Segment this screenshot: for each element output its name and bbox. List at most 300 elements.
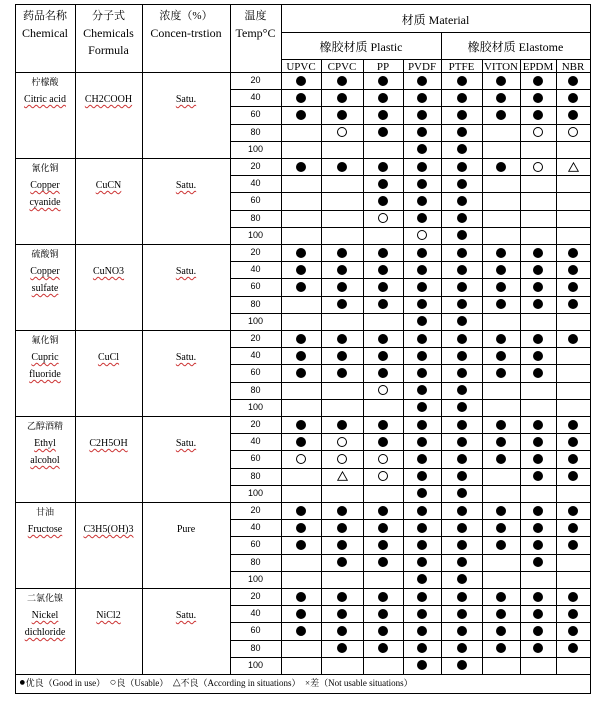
rating-good-icon: [496, 351, 506, 361]
grid-line: [321, 59, 322, 674]
rating-good-icon: [378, 162, 388, 172]
grid-line: [230, 468, 590, 469]
header-cell: [142, 8, 230, 42]
rating-good-icon: [417, 334, 427, 344]
rating-good-icon: [533, 265, 543, 275]
grid-line: [15, 502, 590, 503]
grid-line: [281, 59, 590, 60]
chemical-name-cn: 二氯化镍: [26, 593, 63, 603]
rating-good-icon: [337, 368, 347, 378]
grid-line: [403, 59, 404, 674]
rating-good-icon: [337, 110, 347, 120]
rating-good-icon: [496, 626, 506, 636]
concentration: [142, 263, 230, 280]
rating-good-icon: [496, 76, 506, 86]
chemical-name-en: [15, 91, 75, 108]
temperature-value: 60: [250, 625, 261, 636]
temperature-value: 20: [250, 591, 261, 601]
grid-line: [230, 347, 590, 348]
temperature-value: 40: [250, 92, 261, 103]
formula-text: NiCl2: [96, 610, 121, 621]
rating-good-icon: [533, 248, 543, 258]
rating-good-icon: [496, 454, 506, 464]
header-cell: [15, 8, 75, 42]
formula-header-en: Chemicals: [83, 26, 134, 40]
formula-header-cn: 分子式: [92, 10, 125, 22]
temperature-value: 100: [247, 487, 264, 498]
formula-text: CuNO3: [92, 266, 125, 277]
rating-good-icon: [378, 643, 388, 653]
rating-good-icon: [496, 368, 506, 378]
grid-line: [230, 313, 590, 314]
legend-usable-label: 良（Usable）: [116, 678, 169, 688]
rating-good-icon: [337, 523, 347, 533]
rating-good-icon: [417, 557, 427, 567]
material-col-upvc: UPVC: [286, 61, 316, 73]
rating-good-icon: [296, 523, 306, 533]
temperature-value: 80: [250, 126, 261, 137]
grid-line: [520, 59, 521, 674]
rating-good-icon: [296, 93, 306, 103]
rating-good-icon: [457, 385, 467, 395]
rating-usable-icon: [568, 127, 578, 137]
grid-line: [230, 433, 590, 434]
rating-good-icon: [457, 420, 467, 430]
rating-good-icon: [378, 557, 388, 567]
rating-usable-icon: [533, 127, 543, 137]
chemical-name-en: [15, 194, 75, 211]
rating-good-icon: [568, 643, 578, 653]
rating-good-icon: [417, 179, 427, 189]
chemical-name-en: [15, 521, 75, 538]
chemical-name: [15, 246, 75, 297]
chemical-name: [15, 332, 75, 383]
rating-good-icon: [533, 351, 543, 361]
rating-good-icon: [496, 299, 506, 309]
formula-text: C2H5OH: [89, 438, 128, 449]
rating-good-icon: [296, 540, 306, 550]
formula-text: C3H5(OH)3: [83, 524, 134, 535]
concentration-text: Satu.: [175, 438, 197, 449]
header-cell: [75, 8, 142, 59]
grid-line: [230, 605, 590, 606]
rating-good-icon: [378, 93, 388, 103]
grid-line: [15, 4, 591, 5]
rating-good-icon: [417, 213, 427, 223]
rating-good-icon: [457, 471, 467, 481]
rating-good-icon: [337, 265, 347, 275]
legend-good-icon: ●: [19, 676, 26, 689]
rating-good-icon: [496, 609, 506, 619]
chemical-formula: [75, 91, 142, 108]
temperature-value: 60: [250, 281, 261, 292]
concentration-header-en: Concen-trstion: [150, 26, 222, 40]
chemical-name-en: [15, 280, 75, 297]
rating-good-icon: [417, 609, 427, 619]
temperature-value: 20: [250, 75, 261, 85]
rating-good-icon: [457, 299, 467, 309]
grid-line: [230, 192, 590, 193]
temperature-value: 20: [250, 419, 261, 429]
rating-good-icon: [296, 626, 306, 636]
chemical-name-en-text: Cupric: [31, 352, 59, 363]
rating-good-icon: [533, 93, 543, 103]
rating-good-icon: [337, 557, 347, 567]
concentration: [142, 91, 230, 108]
grid-line: [230, 536, 590, 537]
rating-good-icon: [417, 592, 427, 602]
rating-good-icon: [568, 110, 578, 120]
temperature-value: 20: [250, 333, 261, 343]
formula-text: CH2COOH: [84, 94, 133, 105]
rating-good-icon: [417, 643, 427, 653]
rating-good-icon: [496, 93, 506, 103]
rating-good-icon: [417, 127, 427, 137]
chemical-name-en: [15, 624, 75, 641]
rating-good-icon: [496, 420, 506, 430]
rating-good-icon: [337, 162, 347, 172]
temperature-value: 40: [250, 436, 261, 447]
rating-good-icon: [378, 299, 388, 309]
rating-good-icon: [457, 592, 467, 602]
rating-good-icon: [337, 643, 347, 653]
rating-good-icon: [568, 248, 578, 258]
rating-good-icon: [457, 110, 467, 120]
rating-good-icon: [378, 196, 388, 206]
chemical-name-cn: 硫酸铜: [31, 249, 59, 259]
rating-good-icon: [378, 609, 388, 619]
concentration-text: Satu.: [175, 266, 197, 277]
concentration: [142, 521, 230, 538]
rating-good-icon: [457, 402, 467, 412]
grid-line: [230, 89, 590, 90]
legend-cond-label: 不良（According in situations）: [180, 678, 301, 688]
chemical-name-cn: 氟化铜: [31, 335, 59, 345]
rating-good-icon: [568, 93, 578, 103]
material-col-pvdf: PVDF: [407, 61, 437, 73]
rating-good-icon: [533, 643, 543, 653]
rating-good-icon: [417, 437, 427, 447]
grid-line: [15, 330, 590, 331]
grid-line: [230, 296, 590, 297]
rating-good-icon: [496, 162, 506, 172]
rating-good-icon: [457, 179, 467, 189]
chemical-name-en-text: Copper: [30, 180, 60, 191]
chemical-name-en-text: dichloride: [24, 627, 66, 638]
chemical-name-cn: 甘油: [35, 507, 54, 517]
chemical-formula: [75, 435, 142, 452]
rating-good-icon: [533, 506, 543, 516]
material-col-viton: VITON: [483, 61, 518, 73]
chemical-name-en: [15, 607, 75, 624]
grid-line: [281, 32, 590, 33]
rating-good-icon: [378, 265, 388, 275]
grid-line: [363, 59, 364, 674]
temperature-value: 40: [250, 178, 261, 189]
rating-good-icon: [337, 592, 347, 602]
rating-good-icon: [533, 299, 543, 309]
concentration: [142, 435, 230, 452]
rating-good-icon: [378, 368, 388, 378]
chemical-name: [15, 418, 75, 469]
chemical-name-en-text: cyanide: [29, 197, 61, 208]
rating-good-icon: [417, 385, 427, 395]
chemical-name-en: [15, 366, 75, 383]
legend-bad-label: ×差（Not usable situations）: [305, 678, 413, 688]
rating-good-icon: [296, 110, 306, 120]
chemical-name-cn: 乙醇酒精: [26, 421, 63, 431]
rating-good-icon: [417, 660, 427, 670]
rating-good-icon: [457, 230, 467, 240]
rating-good-icon: [496, 540, 506, 550]
grid-line: [230, 382, 590, 383]
rating-good-icon: [378, 420, 388, 430]
rating-usable-icon: [378, 213, 388, 223]
chemical-name-en: [15, 263, 75, 280]
grid-line: [230, 124, 590, 125]
chemical-name-en-text: Copper: [30, 266, 60, 277]
grid-line: [230, 278, 590, 279]
rating-good-icon: [568, 437, 578, 447]
rating-good-icon: [417, 454, 427, 464]
rating-good-icon: [568, 76, 578, 86]
grid-line: [230, 519, 590, 520]
rating-usable-icon: [296, 454, 306, 464]
rating-good-icon: [533, 523, 543, 533]
rating-good-icon: [378, 248, 388, 258]
rating-good-icon: [378, 282, 388, 292]
rating-good-icon: [296, 506, 306, 516]
rating-good-icon: [457, 248, 467, 258]
rating-good-icon: [496, 523, 506, 533]
rating-good-icon: [457, 574, 467, 584]
grid-line: [230, 261, 590, 262]
rating-good-icon: [457, 609, 467, 619]
material-header: 材质 Material: [401, 13, 470, 27]
rating-good-icon: [296, 76, 306, 86]
temperature-value: 80: [250, 642, 261, 653]
rating-good-icon: [417, 420, 427, 430]
rating-usable-icon: [533, 162, 543, 172]
elastomer-group-header: 橡胶材质 Elastome: [467, 40, 564, 54]
drug-name-header-en: Chemical: [22, 26, 68, 40]
rating-good-icon: [496, 643, 506, 653]
rating-good-icon: [457, 282, 467, 292]
rating-good-icon: [457, 334, 467, 344]
chemical-name-en-text: Fructose: [27, 524, 63, 535]
temperature-value: 100: [247, 143, 264, 154]
chemical-formula: [75, 521, 142, 538]
chemical-name-cn: 氰化铜: [31, 163, 59, 173]
rating-good-icon: [417, 93, 427, 103]
rating-good-icon: [296, 162, 306, 172]
rating-good-icon: [337, 351, 347, 361]
rating-good-icon: [296, 351, 306, 361]
rating-good-icon: [533, 76, 543, 86]
rating-good-icon: [533, 540, 543, 550]
grid-line: [15, 588, 590, 589]
temperature-value: 40: [250, 350, 261, 361]
rating-good-icon: [417, 402, 427, 412]
plastic-group-header: 橡胶材质 Plastic: [319, 40, 403, 54]
rating-good-icon: [457, 523, 467, 533]
rating-good-icon: [496, 282, 506, 292]
rating-good-icon: [568, 471, 578, 481]
rating-good-icon: [417, 626, 427, 636]
grid-line: [230, 227, 590, 228]
concentration-text: Satu.: [175, 94, 197, 105]
drug-name-header-cn: 药品名称: [23, 10, 67, 22]
formula-header-en2: Formula: [88, 43, 129, 57]
rating-good-icon: [378, 523, 388, 533]
chemical-formula: [75, 349, 142, 366]
rating-good-icon: [568, 592, 578, 602]
chemical-name-en: [15, 349, 75, 366]
rating-good-icon: [417, 162, 427, 172]
rating-good-icon: [417, 574, 427, 584]
temperature-value: 80: [250, 556, 261, 567]
temperature-value: 80: [250, 384, 261, 395]
rating-good-icon: [417, 368, 427, 378]
rating-good-icon: [296, 609, 306, 619]
grid-line: [230, 657, 590, 658]
grid-line: [482, 59, 483, 674]
temperature-value: 40: [250, 522, 261, 533]
rating-good-icon: [337, 76, 347, 86]
rating-good-icon: [496, 334, 506, 344]
grid-line: [230, 364, 590, 365]
grid-line: [230, 450, 590, 451]
rating-good-icon: [533, 420, 543, 430]
rating-good-icon: [568, 540, 578, 550]
rating-good-icon: [296, 437, 306, 447]
rating-good-icon: [457, 368, 467, 378]
rating-good-icon: [457, 626, 467, 636]
rating-good-icon: [337, 248, 347, 258]
rating-good-icon: [568, 334, 578, 344]
rating-good-icon: [417, 506, 427, 516]
rating-good-icon: [457, 196, 467, 206]
rating-good-icon: [337, 93, 347, 103]
temperature-value: 80: [250, 470, 261, 481]
concentration: [142, 607, 230, 624]
legend: [19, 676, 413, 689]
concentration-text: Pure: [176, 524, 196, 535]
rating-good-icon: [337, 420, 347, 430]
grid-line: [281, 4, 282, 674]
rating-good-icon: [568, 420, 578, 430]
material-col-ptfe: PTFE: [448, 61, 475, 73]
chemical-name-en: [15, 435, 75, 452]
temperature-value: 60: [250, 539, 261, 550]
rating-usable-icon: [337, 127, 347, 137]
chemical-name-en-text: Citric acid: [24, 94, 66, 105]
rating-good-icon: [378, 110, 388, 120]
rating-good-icon: [378, 127, 388, 137]
rating-good-icon: [417, 196, 427, 206]
rating-good-icon: [417, 248, 427, 258]
rating-good-icon: [457, 506, 467, 516]
rating-good-icon: [533, 626, 543, 636]
grid-line: [441, 32, 442, 674]
rating-good-icon: [457, 488, 467, 498]
temperature-value: 100: [247, 659, 264, 670]
material-col-nbr: NBR: [561, 61, 585, 73]
rating-good-icon: [296, 368, 306, 378]
concentration-text: Satu.: [175, 610, 197, 621]
temperature-value: 20: [250, 505, 261, 515]
chemical-name-en: [15, 452, 75, 469]
material-col-pp: PP: [376, 61, 390, 73]
grid-line: [15, 244, 590, 245]
chemical-name-en-text: Nickel: [31, 610, 59, 621]
rating-good-icon: [496, 110, 506, 120]
rating-good-icon: [296, 420, 306, 430]
rating-good-icon: [417, 299, 427, 309]
rating-good-icon: [417, 282, 427, 292]
grid-line: [590, 4, 591, 693]
rating-good-icon: [417, 488, 427, 498]
rating-good-icon: [568, 523, 578, 533]
grid-line: [230, 141, 590, 142]
rating-usable-icon: [378, 471, 388, 481]
rating-good-icon: [457, 454, 467, 464]
temperature-header-en: Temp°C: [235, 26, 276, 40]
grid-line: [230, 175, 590, 176]
temperature-value: 60: [250, 367, 261, 378]
rating-good-icon: [457, 643, 467, 653]
rating-good-icon: [296, 334, 306, 344]
grid-line: [15, 693, 591, 694]
rating-good-icon: [457, 76, 467, 86]
rating-good-icon: [568, 265, 578, 275]
temperature-value: 100: [247, 573, 264, 584]
rating-good-icon: [296, 265, 306, 275]
rating-good-icon: [417, 471, 427, 481]
legend-cond-icon: △: [172, 677, 181, 688]
rating-good-icon: [496, 265, 506, 275]
grid-line: [15, 674, 590, 675]
formula-text: CuCN: [95, 180, 122, 191]
rating-good-icon: [457, 127, 467, 137]
rating-good-icon: [496, 592, 506, 602]
rating-good-icon: [457, 351, 467, 361]
rating-good-icon: [378, 592, 388, 602]
rating-good-icon: [457, 213, 467, 223]
rating-usable-icon: [378, 454, 388, 464]
chemical-formula: [75, 263, 142, 280]
rating-good-icon: [417, 351, 427, 361]
rating-good-icon: [337, 282, 347, 292]
concentration-text: Satu.: [175, 352, 197, 363]
rating-good-icon: [378, 506, 388, 516]
grid-line: [15, 416, 590, 417]
concentration: [142, 349, 230, 366]
chemical-name-en-text: Ethyl: [34, 438, 56, 449]
grid-line: [230, 399, 590, 400]
rating-good-icon: [533, 437, 543, 447]
rating-good-icon: [457, 162, 467, 172]
rating-good-icon: [378, 76, 388, 86]
temperature-header-cn: 温度: [244, 10, 267, 22]
chemical-name-en: [15, 177, 75, 194]
header-cell: [230, 8, 281, 42]
rating-good-icon: [378, 351, 388, 361]
rating-good-icon: [533, 110, 543, 120]
grid-line: [230, 106, 590, 107]
rating-good-icon: [378, 437, 388, 447]
grid-line: [230, 210, 590, 211]
